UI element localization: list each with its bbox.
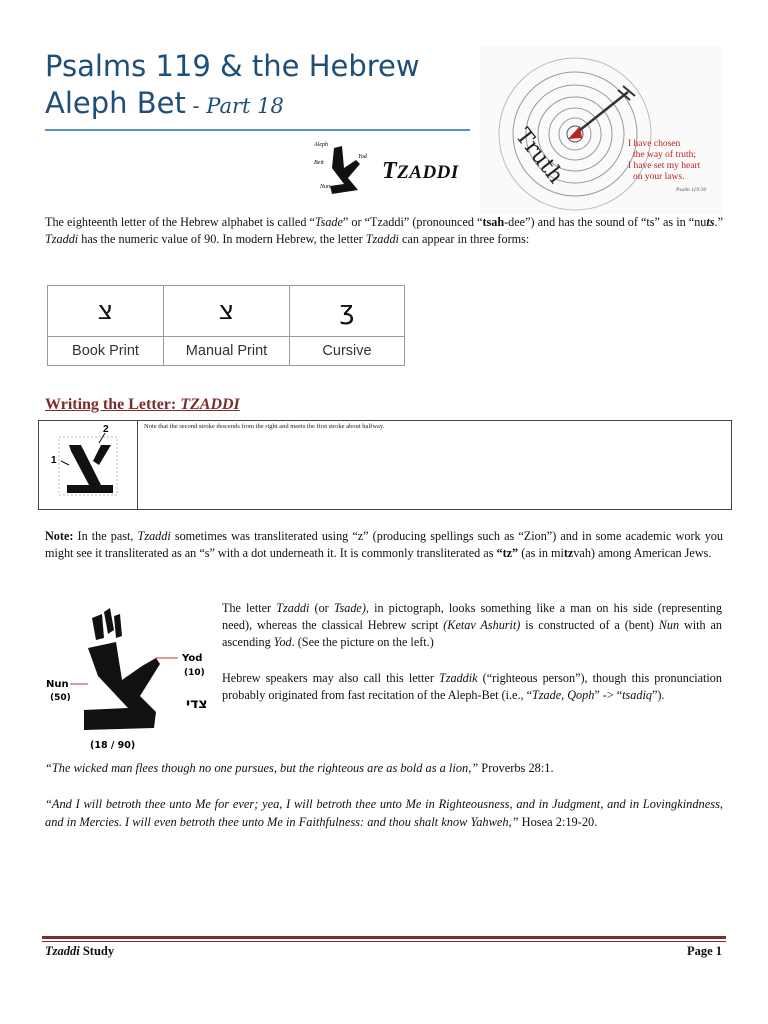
pict-text: Tsade) xyxy=(333,601,366,615)
speakers-text: Tzade, Qoph xyxy=(532,688,595,702)
footer-study-italic: Tzaddi xyxy=(45,944,80,958)
footer-study-rest: Study xyxy=(79,944,115,958)
writing-box xyxy=(38,420,732,510)
nun-label: Nun xyxy=(46,679,69,690)
intro-text: has the numeric value of 90. In modern Hebrew, the letter xyxy=(78,232,366,246)
page-number: Page 1 xyxy=(686,944,722,958)
hosea-quote xyxy=(45,795,723,831)
stroke-number-2: 2 xyxy=(103,424,109,435)
form-book-print-glyph: צ xyxy=(48,286,164,337)
form-book-print-label: Book Print xyxy=(48,337,164,366)
note-text: vah) among American Jews. xyxy=(573,546,712,560)
title-line-1: Psalms 119 & the Hebrew xyxy=(45,49,420,83)
form-cursive-label: Cursive xyxy=(290,337,405,366)
intro-paragraph xyxy=(45,214,723,248)
page-title xyxy=(45,48,475,125)
pict-text: is constructed of a (bent) xyxy=(520,618,659,632)
letter-forms-table xyxy=(47,285,405,366)
writing-heading-italic: TZADDI xyxy=(180,396,240,413)
truth-caption-2: the way of truth; xyxy=(633,150,697,160)
tzaddi-logo-icon xyxy=(312,138,380,202)
yod-label: Yod xyxy=(182,653,203,664)
note-text: In the past, xyxy=(73,529,138,543)
logo-label-yod: Yod xyxy=(358,154,367,160)
hosea-quote-text: “And I will betroth thee unto Me for ever; yea, I will betroth thee unto Me in Righteousness, and in Judgment, and in Lovingkindness, and in Mercies. I will even betroth thee unto Me in Faithfulness: and thou shalt know Yahweh,” xyxy=(45,797,723,829)
footer-rule-thin xyxy=(42,941,726,942)
form-manual-print-glyph: צ xyxy=(164,286,290,337)
pict-text: , in pictograph, looks something like a man on his side (representing need), whereas the classical Hebrew script xyxy=(222,601,722,632)
pict-text: Yod xyxy=(273,635,292,649)
title-line-2 xyxy=(45,85,475,125)
intro-text: .” xyxy=(714,215,723,229)
title-part: - Part 18 xyxy=(185,94,284,118)
speakers-text: ”). xyxy=(651,688,665,702)
hosea-reference: Hosea 2:19-20. xyxy=(518,815,598,829)
truth-caption-4: on your laws. xyxy=(633,172,685,182)
truth-reference: Psalm 119:30 xyxy=(676,187,707,193)
pict-text: (or xyxy=(309,601,334,615)
title-aleph-bet: Aleph Bet xyxy=(45,86,186,120)
note-text: (as in mi xyxy=(518,546,564,560)
note-text: sometimes was transliterated using “z” (producing spellings such as “Zion”) and in some academic work you might see it transliterated as an “s” with a dot underneath it. It is commonly transliterated as xyxy=(45,529,723,560)
numeric-total: (18 / 90) xyxy=(90,740,136,751)
note-label: Note: xyxy=(45,529,74,543)
hebrew-spelling: צדי xyxy=(186,696,208,712)
form-cursive-glyph: ʒ xyxy=(290,286,405,337)
logo-label-aleph: Aleph xyxy=(314,142,328,148)
note-text: “tz” xyxy=(496,546,519,560)
writing-section-heading xyxy=(45,396,240,414)
intro-text: tsah xyxy=(482,215,505,229)
proverbs-reference: Proverbs 28:1. xyxy=(478,761,554,775)
logo-label-nun: Nun xyxy=(320,184,331,190)
truth-target-image xyxy=(480,46,722,214)
note-text: Tzaddi xyxy=(137,529,171,543)
tzaddi-pictograph-figure xyxy=(44,600,214,752)
truth-caption-3: I have set my heart xyxy=(628,161,701,171)
yod-value: (10) xyxy=(184,668,205,678)
footer-study-label xyxy=(45,944,114,959)
letter-heading-initial: T xyxy=(382,158,398,184)
speakers-paragraph xyxy=(222,670,722,704)
pict-text: (Ketav Ashurit) xyxy=(443,618,521,632)
stroke-number-1: 1 xyxy=(51,455,57,466)
intro-text: ts xyxy=(706,215,715,229)
truth-caption-1: I have chosen xyxy=(628,139,681,149)
speakers-text: tsadiq xyxy=(622,688,652,702)
title-divider xyxy=(45,129,470,131)
nun-value: (50) xyxy=(50,693,71,703)
truth-word: Truth xyxy=(510,123,569,189)
form-manual-print-label: Manual Print xyxy=(164,337,290,366)
stroke-note: Note that the second stroke descends from the right and meets the first stroke about halfway. xyxy=(144,423,385,430)
speakers-text: Tzaddik xyxy=(438,671,478,685)
intro-text: can appear in three forms: xyxy=(398,232,530,246)
intro-text: Tsade xyxy=(314,215,343,229)
intro-text: ” or “Tzaddi” (pronounced “ xyxy=(342,215,483,229)
pict-text: Tzaddi xyxy=(276,601,310,615)
proverbs-quote xyxy=(45,759,723,777)
footer-rule-thick xyxy=(42,936,726,939)
speakers-text: (“righteous person”), though this pronunciation probably originated from fast recitation of the Aleph-Bet (i.e., “ xyxy=(222,671,722,702)
intro-text: Tzaddi xyxy=(365,232,399,246)
letter-heading xyxy=(382,158,459,185)
pictograph-paragraph xyxy=(222,600,722,651)
intro-text: The eighteenth letter of the Hebrew alphabet is called “ xyxy=(45,215,315,229)
note-text: tz xyxy=(563,546,574,560)
speakers-text: Hebrew speakers may also call this letter xyxy=(222,671,439,685)
stroke-diagram xyxy=(39,421,138,509)
intro-text: -dee”) and has the sound of “ts” as in “nu xyxy=(504,215,707,229)
pict-text: The letter xyxy=(222,601,277,615)
letter-heading-rest: ZADDI xyxy=(397,162,459,183)
note-paragraph xyxy=(45,528,723,562)
speakers-text: ” -> “ xyxy=(594,688,623,702)
intro-text: Tzaddi xyxy=(45,232,79,246)
writing-heading-text: Writing the Letter: xyxy=(45,396,181,413)
pict-text: Nun xyxy=(658,618,680,632)
proverbs-quote-text: “The wicked man flees though no one pursues, but the righteous are as bold as a lion,” xyxy=(45,761,479,775)
pict-text: with an ascending xyxy=(222,618,723,649)
logo-label-beit: Beit xyxy=(314,160,324,166)
pict-text: . (See the picture on the left.) xyxy=(291,635,434,649)
